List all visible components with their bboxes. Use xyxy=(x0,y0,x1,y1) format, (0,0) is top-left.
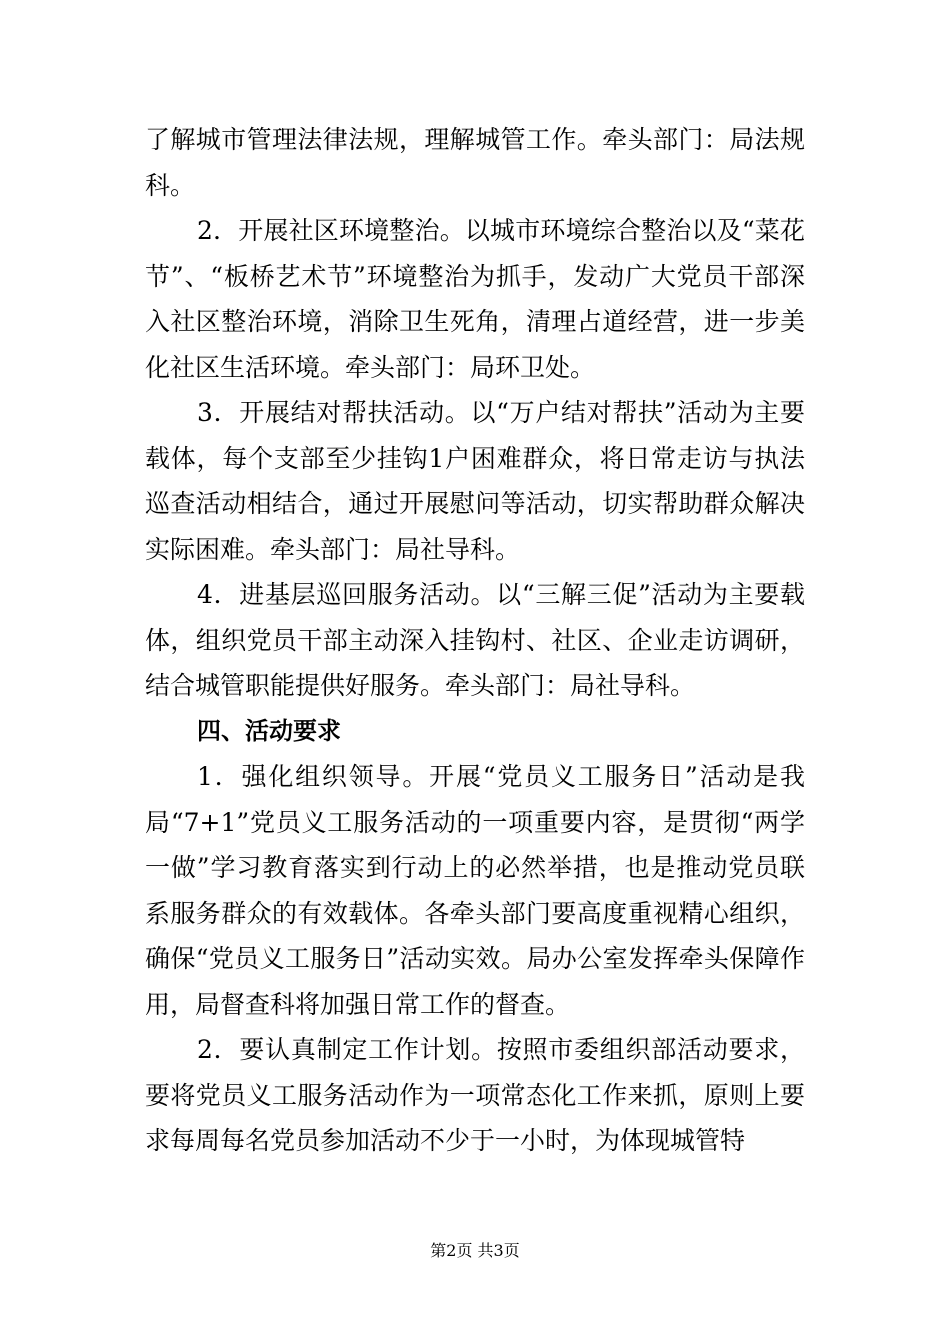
paragraph-organization-leadership: 1．强化组织领导。开展“党员义工服务日”活动是我局“7+1”党员义工服务活动的一项重要内容，是贯彻“两学一做”学习教育落实到行动上的必然举措，也是推动党员联系服务群众的有效载体。各牵头部门要高度重视精心组织，确保“党员义工服务日”活动实效。局办公室发挥牵头保障作用，局督查科将加强日常工作的督查。 xyxy=(145,762,805,1019)
paragraph-community-environment: 2．开展社区环境整治。以城市环境综合整治以及“菜花节”、“板桥艺术节”环境整治为抓手，发动广大党员干部深入社区整治环境，消除卫生死角，清理占道经营，进一步美化社区生活环境。牵头部门：局环卫处。 xyxy=(145,216,805,382)
paragraph-continuation: 了解城市管理法律法规，理解城管工作。牵头部门：局法规科。 xyxy=(145,125,805,200)
paragraph-grassroots-service: 4．进基层巡回服务活动。以“三解三促”活动为主要载体，组织党员干部主动深入挂钩村、社区、企业走访调研，结合城管职能提供好服务。牵头部门：局社导科。 xyxy=(145,580,805,700)
document-body xyxy=(145,117,805,1164)
paragraph-work-plan: 2．要认真制定工作计划。按照市委组织部活动要求，要将党员义工服务活动作为一项常态化工作来抓，原则上要求每周每名党员参加活动不少于一小时，为体现城管特 xyxy=(145,1035,805,1155)
section-heading-requirements: 四、活动要求 xyxy=(197,716,341,745)
page-number-footer: 第2页 共3页 xyxy=(430,1241,520,1260)
paragraph-paired-assistance: 3．开展结对帮扶活动。以“万户结对帮扶”活动为主要载体，每个支部至少挂钩1户困难群众，将日常走访与执法巡查活动相结合，通过开展慰问等活动，切实帮助群众解决实际困难。牵头部门：局社导科。 xyxy=(145,398,805,564)
